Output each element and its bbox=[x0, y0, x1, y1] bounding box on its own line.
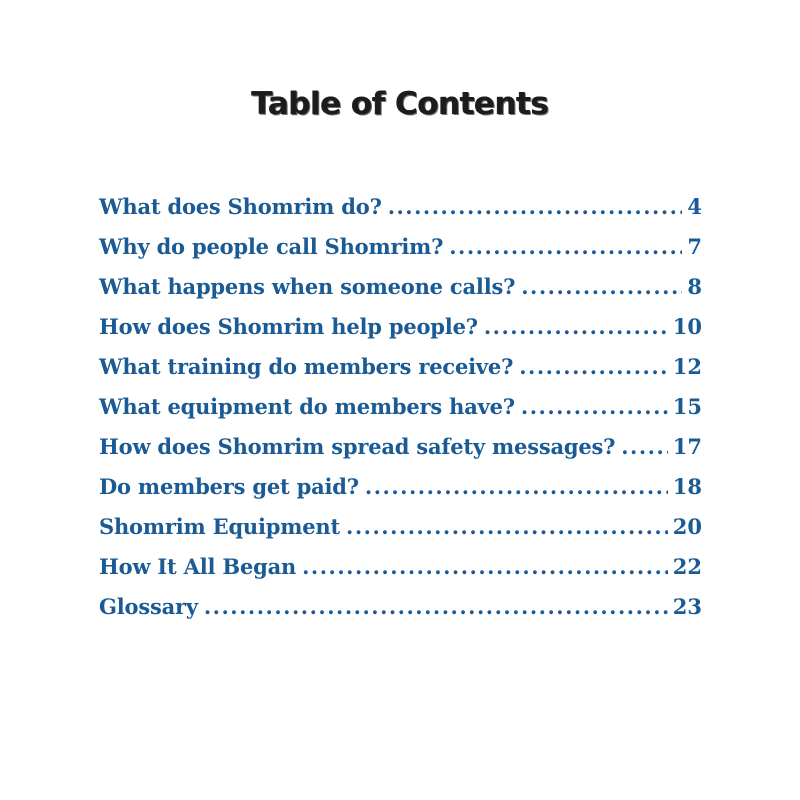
toc-list bbox=[99, 194, 702, 634]
toc-entry-label: What equipment do members have? bbox=[99, 394, 515, 419]
toc-entry-safety-messages[interactable] bbox=[99, 434, 702, 474]
toc-entry-page-number: 12 bbox=[672, 354, 702, 379]
toc-dot-leader bbox=[302, 554, 668, 579]
toc-dot-leader bbox=[346, 514, 668, 539]
toc-title: Table of Contents bbox=[251, 86, 549, 122]
toc-entry-how-it-all-began[interactable] bbox=[99, 554, 702, 594]
toc-entry-page-number: 18 bbox=[672, 474, 702, 499]
toc-entry-label: How does Shomrim spread safety messages? bbox=[99, 434, 616, 459]
toc-entry-label: Why do people call Shomrim? bbox=[99, 234, 444, 259]
toc-entry-page-number: 23 bbox=[672, 594, 702, 619]
toc-dot-leader bbox=[521, 274, 682, 299]
toc-entry-page-number: 7 bbox=[687, 234, 702, 259]
toc-dot-leader bbox=[204, 594, 668, 619]
toc-dot-leader bbox=[449, 234, 682, 259]
toc-entry-page-number: 22 bbox=[672, 554, 702, 579]
toc-entry-page-number: 8 bbox=[687, 274, 702, 299]
toc-entry-why-call-shomrim[interactable] bbox=[99, 234, 702, 274]
toc-entry-shomrim-equipment[interactable] bbox=[99, 514, 702, 554]
toc-entry-label: How does Shomrim help people? bbox=[99, 314, 478, 339]
toc-dot-leader bbox=[484, 314, 668, 339]
toc-dot-leader bbox=[365, 474, 668, 499]
toc-entry-label: What does Shomrim do? bbox=[99, 194, 382, 219]
toc-entry-label: Do members get paid? bbox=[99, 474, 359, 499]
toc-entry-glossary[interactable] bbox=[99, 594, 702, 634]
toc-entry-label: Glossary bbox=[99, 594, 198, 619]
toc-entry-page-number: 15 bbox=[672, 394, 702, 419]
toc-entry-training[interactable] bbox=[99, 354, 702, 394]
toc-entry-how-shomrim-helps[interactable] bbox=[99, 314, 702, 354]
toc-dot-leader bbox=[519, 354, 668, 379]
toc-entry-page-number: 17 bbox=[672, 434, 702, 459]
toc-dot-leader bbox=[621, 434, 668, 459]
toc-entry-page-number: 4 bbox=[687, 194, 702, 219]
toc-entry-label: How It All Began bbox=[99, 554, 297, 579]
toc-entry-what-does-shomrim-do[interactable] bbox=[99, 194, 702, 234]
toc-dot-leader bbox=[388, 194, 683, 219]
toc-entry-what-happens-when-someone-calls[interactable] bbox=[99, 274, 702, 314]
toc-entry-members-paid[interactable] bbox=[99, 474, 702, 514]
toc-dot-leader bbox=[521, 394, 668, 419]
toc-entry-label: Shomrim Equipment bbox=[99, 514, 341, 539]
toc-entry-label: What training do members receive? bbox=[99, 354, 514, 379]
toc-entry-equipment-members-have[interactable] bbox=[99, 394, 702, 434]
toc-entry-label: What happens when someone calls? bbox=[99, 274, 516, 299]
toc-entry-page-number: 20 bbox=[672, 514, 702, 539]
toc-entry-page-number: 10 bbox=[672, 314, 702, 339]
